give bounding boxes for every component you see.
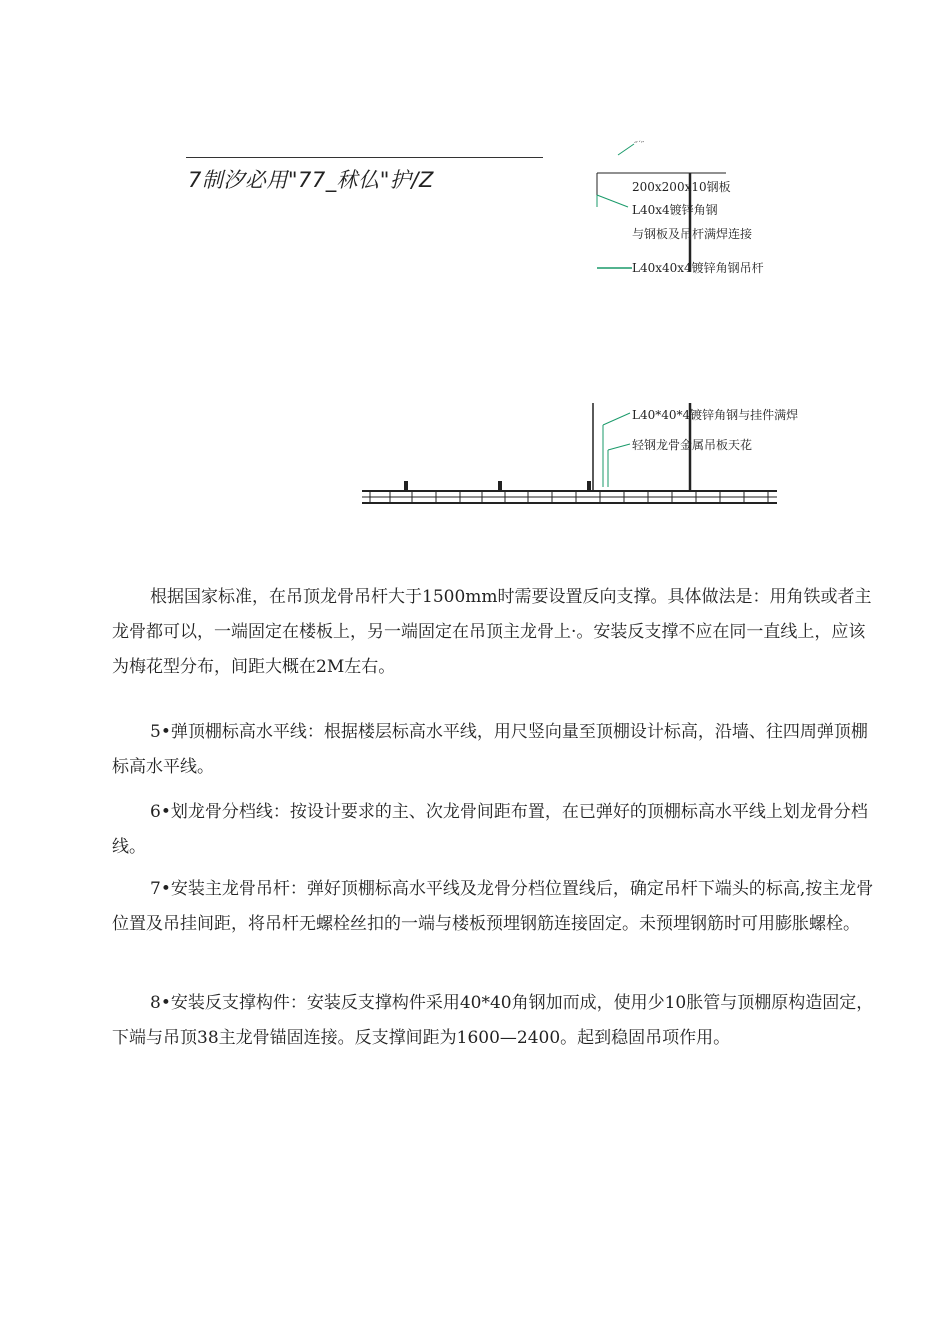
leader-ceiling [608,444,630,450]
figure-caption: 7制汐必用"77_秫仏"护/Z [188,168,434,192]
drawing-svg [0,0,950,560]
leader-angle [597,195,628,207]
label-angle-note: 与钢板及吊杆满焊连接 [632,227,753,241]
label-hanger-rod: L40x40x4镀锌角钢吊杆 [632,261,764,275]
paragraph-step-6: 6•划龙骨分档线：按设计要求的主、次龙骨间距布置，在已弹好的顶棚标高水平线上划龙骨分档线。 [112,802,868,857]
tag-leader [618,144,634,155]
top-tag: ‘’´’′ [634,141,645,148]
label-angle-weld: L40*40*4镀锌角钢与挂件满焊 [632,408,799,422]
paragraph-step-5: 5•弹顶棚标高水平线：根据楼层标高水平线，用尺竖向量至顶棚设计标高，沿墙、往四周弹顶棚标高水平线。 [112,722,868,777]
leader-weld [603,413,630,425]
label-angle-steel: L40x4镀锌角钢 [632,203,718,217]
paragraph-standard: 根据国家标准，在吊顶龙骨吊杆大于1500mm时需要设置反向支撑。具体做法是：用角铁或者主龙骨都可以，一端固定在楼板上，另一端固定在吊顶主龙骨上·。安装反支撑不应在同一直线上，应该为梅花型分布，间距大概在2M左右。 [112,587,872,677]
label-plate: 200x200x10钢板 [632,180,731,194]
ceiling-detail-drawing [0,0,950,560]
paragraph-step-8: 8•安装反支撑构件：安装反支撑构件采用40*40角钢加而成，使用少10胀管与顶棚原构造固定，下端与吊顶38主龙骨锚固连接。反支撑间距为1600—2400。起到稳固吊项作用。 [112,993,874,1048]
paragraph-step-7: 7•安装主龙骨吊杆：弹好顶棚标高水平线及龙骨分档位置线后，确定吊杆下端头的标高,按主龙骨位置及吊挂间距，将吊杆无螺栓丝扣的一端与楼板预埋钢筋连接固定。未预埋钢筋时可用膨胀螺栓。 [112,879,874,934]
label-ceiling: 轻钢龙骨金属吊板天花 [632,438,753,452]
keel-hangers [404,481,591,491]
